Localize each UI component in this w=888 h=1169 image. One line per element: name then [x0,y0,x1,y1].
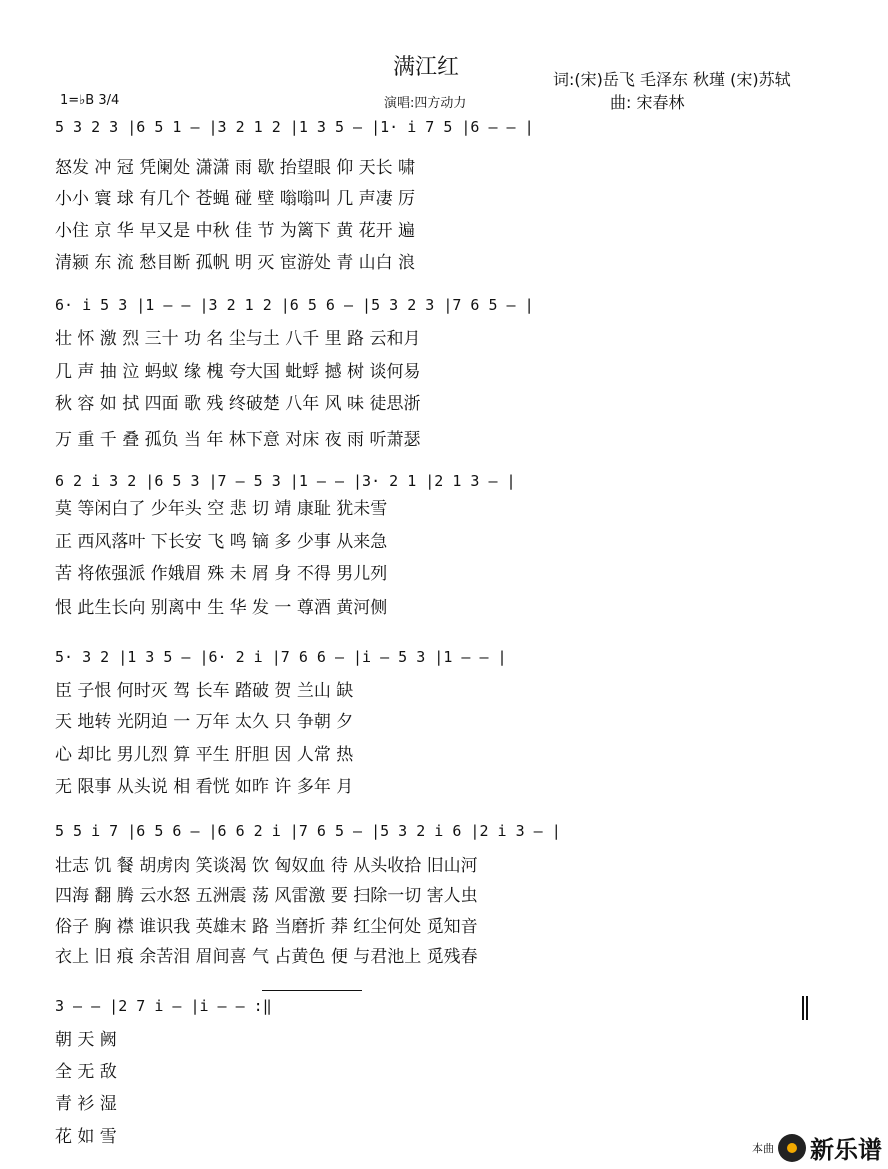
composer-credit: 曲: 宋春林 [610,93,685,112]
lyric-verse-4: 万 重 千 叠 孤负 当 年 林下意 对床 夜 雨 听萧瑟 [55,430,421,450]
page-title: 满江红 [393,55,460,80]
lyric-verse-2: 正 西风落叶 下长安 飞 鸣 镝 多 少事 从来急 [55,532,388,552]
performer-credit: 演唱:四方动力 [384,96,467,111]
lyric-verse-4: 无 限事 从头说 相 看恍 如昨 许 多年 月 [55,777,354,797]
lyric-verse-1: 壮志 饥 餐 胡虏肉 笑谈渴 饮 匈奴血 待 从头收拾 旧山河 [55,856,478,876]
lyric-verse-3: 秋 容 如 拭 四面 歌 残 终破楚 八年 风 味 徒思浙 [55,394,421,414]
lyric-verse-2: 天 地转 光阴迫 一 万年 太久 只 争朝 夕 [55,712,354,732]
lyric-verse-1: 臣 子恨 何时灭 驾 长车 踏破 贺 兰山 缺 [55,681,354,701]
tie-curve [262,990,362,991]
lyric-verse-3: 苦 将侬强派 作娥眉 殊 未 屑 身 不得 男儿列 [55,564,388,584]
notation-line: 5 3 2 3 |6 5 1 – |3 2 1 2 |1 3 5 – |1· i 7 5 |6 – – | [55,118,534,136]
lyric-verse-1: 莫 等闲白了 少年头 空 悲 切 靖 康耻 犹未雪 [55,499,388,519]
lyric-verse-2: 四海 翻 腾 云水怒 五洲震 荡 风雷激 要 扫除一切 害人虫 [55,886,478,906]
footer-prefix: 本曲 [752,1141,774,1155]
lyric-verse-3: 心 却比 男儿烈 算 平生 肝胆 因 人常 热 [55,745,354,765]
lyric-verse-4: 清颍 东 流 愁目断 孤帆 明 灭 宦游处 青 山白 浪 [55,253,416,273]
lyric-verse-1: 怒发 冲 冠 凭阑处 潇潇 雨 歇 抬望眼 仰 天长 啸 [55,158,416,178]
notation-line: 5· 3 2 |1 3 5 – |6· 2 i |7 6 6 – |i – 5 3 |1 – – | [55,648,507,666]
notation-line: 5 5 i 7 |6 5 6 – |6 6 2 i |7 6 5 – |5 3 2 i 6 |2 i 3 – | [55,822,561,840]
lyric-verse-3: 小住 京 华 早又是 中秋 佳 节 为篱下 黄 花开 遍 [55,221,416,241]
lyric-verse-3: 俗子 胸 襟 谁识我 英雄末 路 当磨折 莽 红尘何处 觅知音 [55,917,478,937]
lyric-verse-4: 花 如 雪 [55,1127,117,1147]
lyricist-credit: 词:(宋)岳飞 毛泽东 秋瑾 (宋)苏轼 [553,70,791,89]
brand-name: 新乐谱 [810,1136,882,1164]
lyric-verse-4: 衣上 旧 痕 余苦泪 眉间喜 气 占黄色 便 与君池上 觅残春 [55,947,478,967]
final-barline-thick [806,996,808,1020]
lyric-verse-1: 壮 怀 激 烈 三十 功 名 尘与土 八千 里 路 云和月 [55,329,421,349]
lyric-verse-2: 小小 寰 球 有几个 苍蝇 碰 壁 嗡嗡叫 几 声凄 厉 [55,189,416,209]
lyric-verse-4: 恨 此生长向 别离中 生 华 发 一 尊酒 黄河侧 [55,598,388,618]
brand-watermark [752,1130,882,1165]
notation-line: 3 – – |2 7 i – |i – – :‖ [55,997,272,1015]
key-signature: 1=♭B 3/4 [60,93,120,108]
lyric-verse-2: 几 声 抽 泣 蚂蚁 缘 槐 夸大国 蚍蜉 撼 树 谈何易 [55,362,421,382]
lyric-verse-1: 朝 天 阙 [55,1030,117,1050]
notation-line: 6· i 5 3 |1 – – |3 2 1 2 |6 5 6 – |5 3 2 3 |7 6 5 – | [55,296,534,314]
notation-line: 6 2 i 3 2 |6 5 3 |7 – 5 3 |1 – – |3· 2 1 |2 1 3 – | [55,472,516,490]
lyric-verse-2: 全 无 敌 [55,1062,117,1082]
vinyl-logo-icon [778,1134,806,1162]
lyric-verse-3: 青 衫 湿 [55,1094,117,1114]
final-barline [802,996,804,1020]
